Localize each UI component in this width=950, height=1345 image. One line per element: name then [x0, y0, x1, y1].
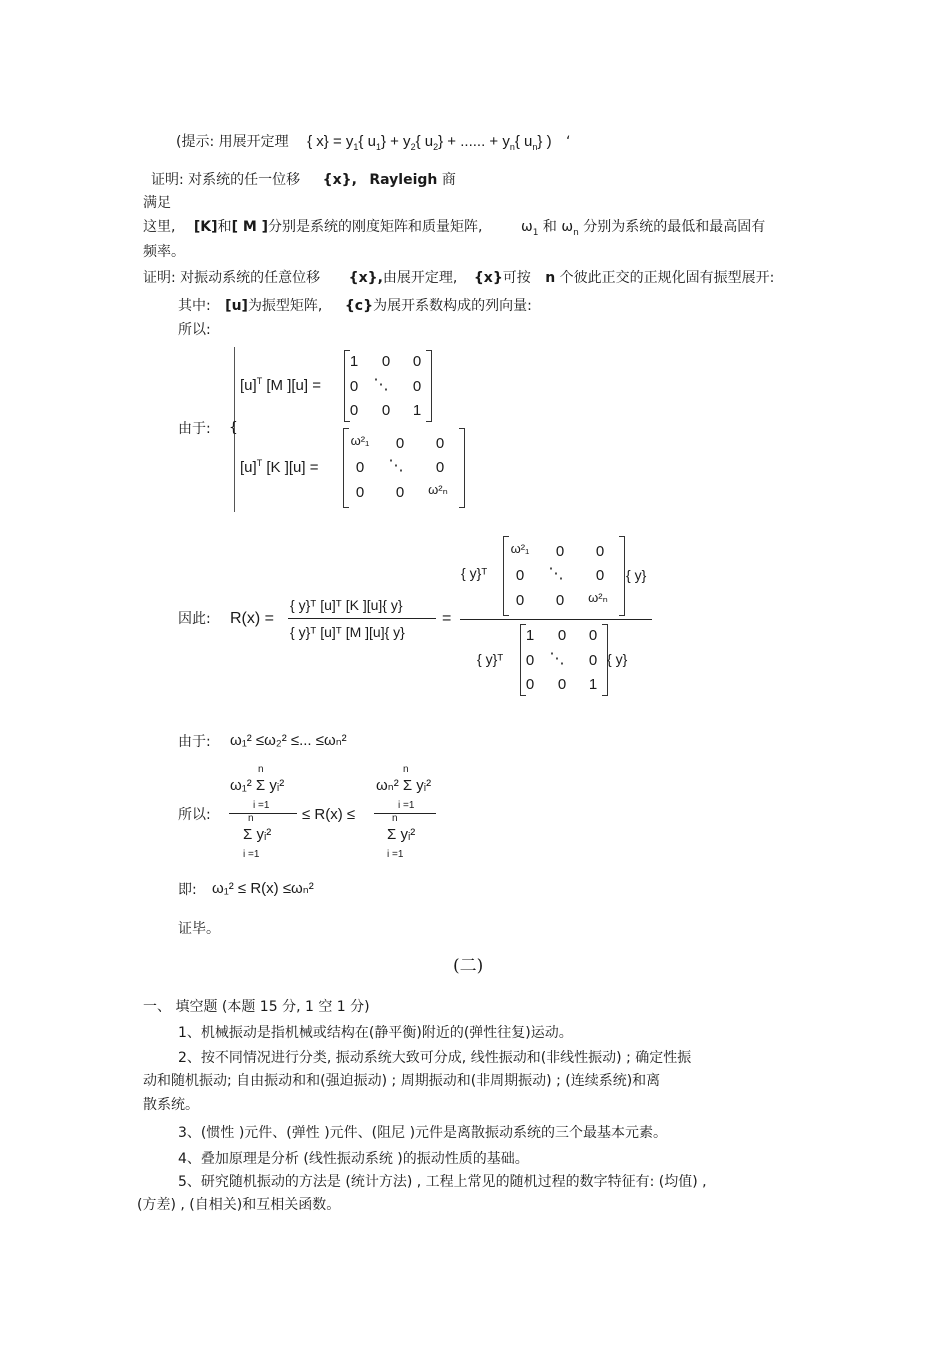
sum-bot-3: i =1: [398, 800, 415, 811]
sum-num-left: ω₁² Σ yᵢ²: [230, 777, 285, 794]
yinci-label: 因此:: [178, 611, 211, 627]
rx-label: R(x) =: [230, 610, 274, 627]
identity-matrix-1: 1 0 0 0 ⋱ 0 0 0 1: [344, 350, 432, 422]
youyu-2: 由于:: [178, 734, 211, 750]
sum-num-right: ωₙ² Σ yᵢ²: [376, 777, 432, 794]
sum-bot-2: i =1: [243, 849, 260, 860]
num-y: { y}: [626, 567, 647, 583]
manzu-text: 满足: [143, 195, 171, 211]
sum-den-1: Σ yᵢ²: [243, 826, 272, 843]
where-line: 这里, [K]和[ M ]分别是系统的刚度矩阵和质量矩阵, $\omega_1$ 和 $\omega_n$ 分别为系统的最低和最高固有: [143, 219, 766, 238]
frac-numerator: { y}ᵀ [u]ᵀ [K ][u]{ y}: [290, 597, 403, 613]
suoyi-2: 所以:: [178, 807, 211, 823]
sum-bot-4: i =1: [387, 849, 404, 860]
ji-label: 即:: [178, 882, 197, 898]
le-R: ≤ R(x) ≤: [302, 806, 356, 823]
num-yT: { y}ᵀ: [461, 565, 488, 581]
section-title: (二): [453, 956, 484, 976]
frac-bar-4: [374, 813, 436, 814]
hint-line: [176, 133, 571, 152]
question-header: 一、 填空题 (本题 15 分, 1 空 1 分): [143, 999, 370, 1015]
equals-sign: =: [442, 610, 452, 627]
proof2-line: 证明: 对振动系统的任意位移 {x},由展开定理, {x}可按 n 个彼此正交的正规化固有振型展开:: [143, 270, 775, 286]
sum-den-2: Σ yᵢ²: [387, 826, 416, 843]
omega-ineq: ω₁² ≤ω₂² ≤... ≤ωₙ²: [230, 732, 347, 749]
frac-denominator: { y}ᵀ [u]ᵀ [M ][u]{ y}: [290, 624, 405, 640]
sum-top-3: n: [403, 764, 409, 775]
youyu-1: 由于:: [178, 421, 211, 437]
sum-bot-1: i =1: [253, 800, 270, 811]
eq1-lhs: $[u]^T$ [M ][u] =: [240, 376, 321, 394]
brace-tip: {: [229, 420, 238, 436]
question-5-line2: (方差) , (自相关)和互相关函数。: [137, 1197, 341, 1213]
frac-bar-2: [460, 619, 652, 620]
den-yT: { y}ᵀ: [477, 651, 504, 667]
question-3: 3、(惯性 )元件、(弹性 )元件、(阻尼 )元件是离散振动系统的三个最基本元素。: [178, 1125, 668, 1141]
suoyi-1: 所以:: [178, 322, 211, 338]
question-4: 4、叠加原理是分析 (线性振动系统 )的振动性质的基础。: [178, 1151, 529, 1167]
proof-intro: 证明: 对系统的任一位移 {x}, Rayleigh 商: [151, 172, 456, 188]
hint-tail: ‘: [566, 134, 571, 150]
final-ineq: ω₁² ≤ R(x) ≤ωₙ²: [212, 880, 314, 897]
sum-top-4: n: [392, 813, 398, 824]
sum-top-1: n: [258, 764, 264, 775]
question-2-line3: 散系统。: [143, 1097, 199, 1113]
eq2-lhs: $[u]^T$ [K ][u] =: [240, 458, 319, 476]
pinlv-text: 频率。: [143, 244, 185, 260]
den-y: { y}: [607, 651, 628, 667]
question-2-line2: 动和随机振动; 自由振动和和(强迫振动) ; 周期振动和(非周期振动) ; (连续系统)和离: [143, 1073, 661, 1089]
omega-matrix-2: ω²₁ 0 0 0 ⋱ 0 0 0 ω²ₙ: [503, 536, 625, 616]
where2-line: 其中: [u]为振型矩阵, {c}为展开系数构成的列向量:: [178, 298, 532, 314]
omega-matrix-1: ω²₁ 0 0 0 ⋱ 0 0 0 ω²ₙ: [343, 428, 465, 508]
identity-matrix-2: 1 0 0 0 ⋱ 0 0 0 1: [520, 624, 608, 696]
question-2-line1: 2、按不同情况进行分类, 振动系统大致可分成, 线性振动和(非线性振动) ; 确定性振: [178, 1050, 692, 1066]
hint-prefix: (提示: 用展开定理: [176, 134, 289, 150]
hint-formula: { $x\} = y_1${ $u_1\} + y_2${ $u_2$} + ...... + $y_n${ $u_n$} ): [307, 133, 552, 152]
question-1: 1、机械振动是指机械或结构在(静平衡)附近的(弹性往复)运动。: [178, 1025, 573, 1041]
frac-bar-3: [229, 813, 297, 814]
zhengbi: 证毕。: [178, 921, 220, 937]
sum-top-2: n: [248, 813, 254, 824]
frac-bar-1: [288, 618, 436, 619]
question-5-line1: 5、研究随机振动的方法是 (统计方法) , 工程上常见的随机过程的数字特征有: (均值) ,: [178, 1174, 707, 1190]
